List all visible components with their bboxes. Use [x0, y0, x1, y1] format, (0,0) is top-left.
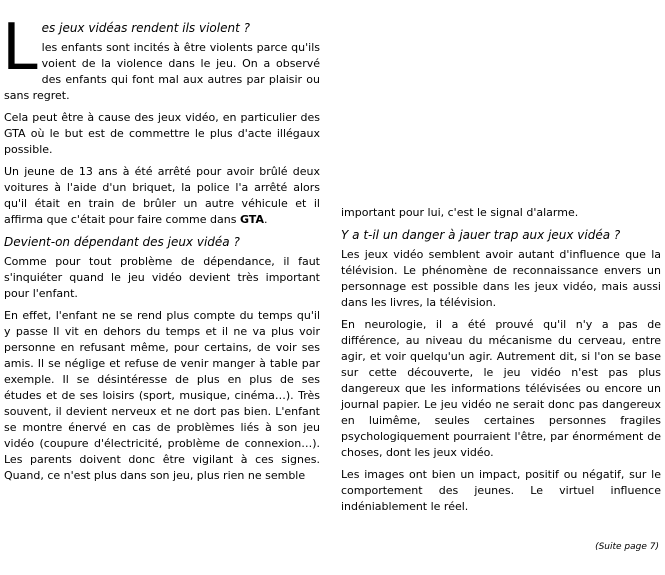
paragraph-influence: Les jeux vidéo semblent avoir autant d'influence que la télévision. Le phénomène de reconnaissance envers un personnage est possible dans les jeux vidéo, mais aussi dans les livres, la télévision.: [341, 248, 661, 309]
paragraph-continuation: important pour lui, c'est le signal d'alarme.: [341, 206, 579, 219]
left-column: [2, 11, 320, 490]
paragraph-dependance: Comme pour tout problème de dépendance, il faut s'inquiéter quand le jeu vidéo devient très important pour l'enfant.: [4, 255, 320, 300]
arrest-text: Un jeune de 13 ans à été arrêté pour avoir brûlé deux voitures à l'aide d'un briquet, la police l'a arrêté alors qu'il était en train de brûler un autre véhicule et il affirma que c'était pour faire comme dans: [4, 165, 320, 226]
paragraph-images: Les images ont bien un impact, positif ou négatif, sur le comportement des jeunes. Le virtuel influence indéniablement le réel.: [341, 468, 661, 513]
right-column: [341, 205, 661, 521]
intro-paragraph: [2, 11, 320, 104]
paragraph-arrest: [4, 164, 320, 228]
intro-text: les enfants sont incités à être violents parce qu'ils voient de la violence dans le jeu. On a observé des enfants qui font mal aux autres par plaisir ou sans regret.: [4, 41, 320, 102]
heading-dependance: Devient-on dépendant des jeux vidéa ?: [4, 235, 240, 249]
paragraph-gta: Cela peut être à cause des jeux vidéo, en particulier des GTA où le but est de commettre le plus d'acte illégaux possible.: [4, 111, 320, 156]
arrest-end: .: [263, 213, 268, 226]
paragraph-neurologie: En neurologie, il a été prouvé qu'il n'y a pas de différence, au niveau du mécanisme du cerveau, entre agir, et voir quelqu'un agir. Autrement dit, si l'on se base sur cette découverte, le jeu vidéo n'est pas plus dangereux que les informations télévisées ou encore un journal papier. Le jeu vidéo ne serait donc pas dangereux en luimême, seules certaines personnes fragiles psychologiquement pourraient l'être, par énormément de choses, dont les jeux vidéo.: [341, 318, 661, 459]
article-title: es jeux vidéas rendent ils violent ?: [41, 21, 250, 35]
dropcap-letter: L: [2, 11, 38, 85]
gta-bold: GTA: [239, 213, 264, 226]
heading-danger: Y a t-il un danger à jauer trap aux jeux vidéa ?: [341, 228, 621, 242]
paragraph-effet: En effet, l'enfant ne se rend plus compte du temps qu'il y passe Il vit en dehors du temps et il ne va plus voir personne en refusant même, pour certains, de voir ses amis. Il se néglige et refuse de venir manger à table par exemple. Il se désintéresse de plus en plus de ses études et de ses loisirs (sport, musique, cinéma…). Très souvent, il devient nerveux et ne dort pas bien. L'enfant se montre énervé en cas de problèmes liés à son jeu vidéo (coupure d'électricité, problème de connexion…). Les parents doivent donc être vigilant à ces signes. Quand, ce n'est plus dans son jeu, plus rien ne semble: [4, 309, 320, 482]
continuation-note: (Suite page 7): [595, 542, 659, 552]
